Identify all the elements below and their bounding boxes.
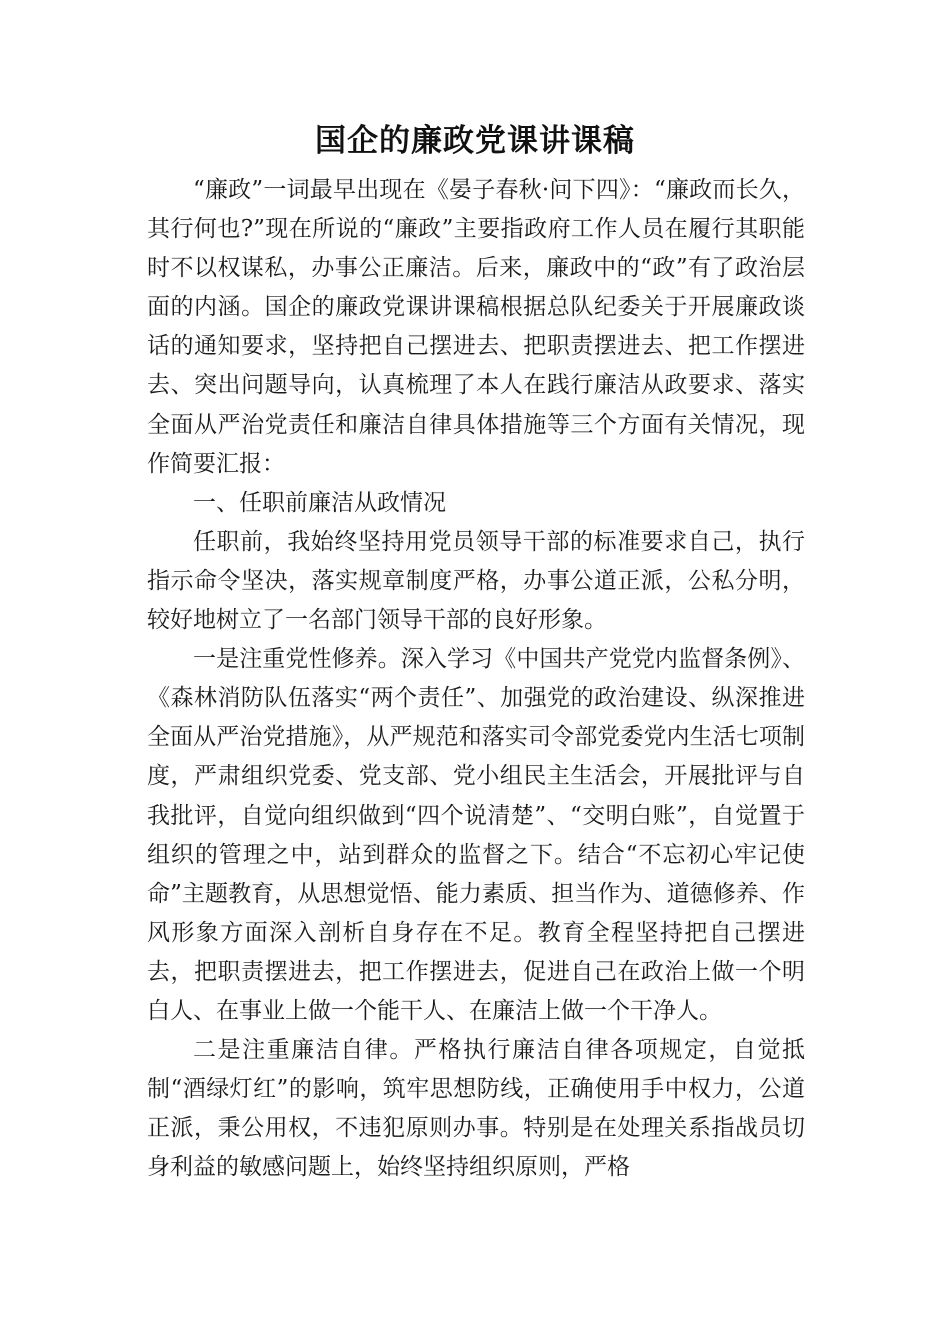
paragraph-intro: “廉政”一词最早出现在《晏子春秋·问下四》：“廉政而长久，其行何也?”现在所说的“廉政”主要指政府工作人员在履行其职能时不以权谋私，办事公正廉洁。后来，廉政中的“政”有了政治层面的内涵。国企的廉政党课讲课稿根据总队纪委关于开展廉政谈话的通知要求，坚持把自己摆进去、把职责摆进去、把工作摆进去、突出问题导向，认真梳理了本人在践行廉洁从政要求、落实全面从严治党责任和廉洁自律具体措施等三个方面有关情况，现作简要汇报： bbox=[147, 177, 805, 477]
document-title: 国企的廉政党课讲课稿 bbox=[315, 123, 635, 159]
paragraph-self-discipline: 二是注重廉洁自律。严格执行廉洁自律各项规定，自觉抵制“酒绿灯红”的影响，筑牢思想防线，正确使用手中权力，公道正派，秉公用权，不违犯原则办事。特别是在处理关系指战员切身利益的敏感问题上，始终坚持组织原则，严格 bbox=[147, 1037, 805, 1181]
paragraph-before-appointment: 任职前，我始终坚持用党员领导干部的标准要求自己，执行指示命令坚决，落实规章制度严格，办事公道正派，公私分明，较好地树立了一名部门领导干部的良好形象。 bbox=[147, 528, 805, 634]
section-heading-1: 一、任职前廉洁从政情况 bbox=[193, 489, 446, 516]
document-body bbox=[147, 171, 805, 1187]
paragraph-party-spirit: 一是注重党性修养。深入学习《中国共产党党内监督条例》、《森林消防队伍落实“两个责任”、加强党的政治建设、纵深推进全面从严治党措施》，从严规范和落实司令部党委党内生活七项制度，严肃组织党委、党支部、党小组民主生活会，开展批评与自我批评，自觉向组织做到“四个说清楚”、“交明白账”，自觉置于组织的管理之中，站到群众的监督之下。结合“不忘初心牢记使命”主题教育，从思想觉悟、能力素质、担当作为、道德修养、作风形象方面深入剖析自身存在不足。教育全程坚持把自己摆进去，把职责摆进去，把工作摆进去，促进自己在政治上做一个明白人、在事业上做一个能干人、在廉洁上做一个干净人。 bbox=[147, 646, 805, 1024]
